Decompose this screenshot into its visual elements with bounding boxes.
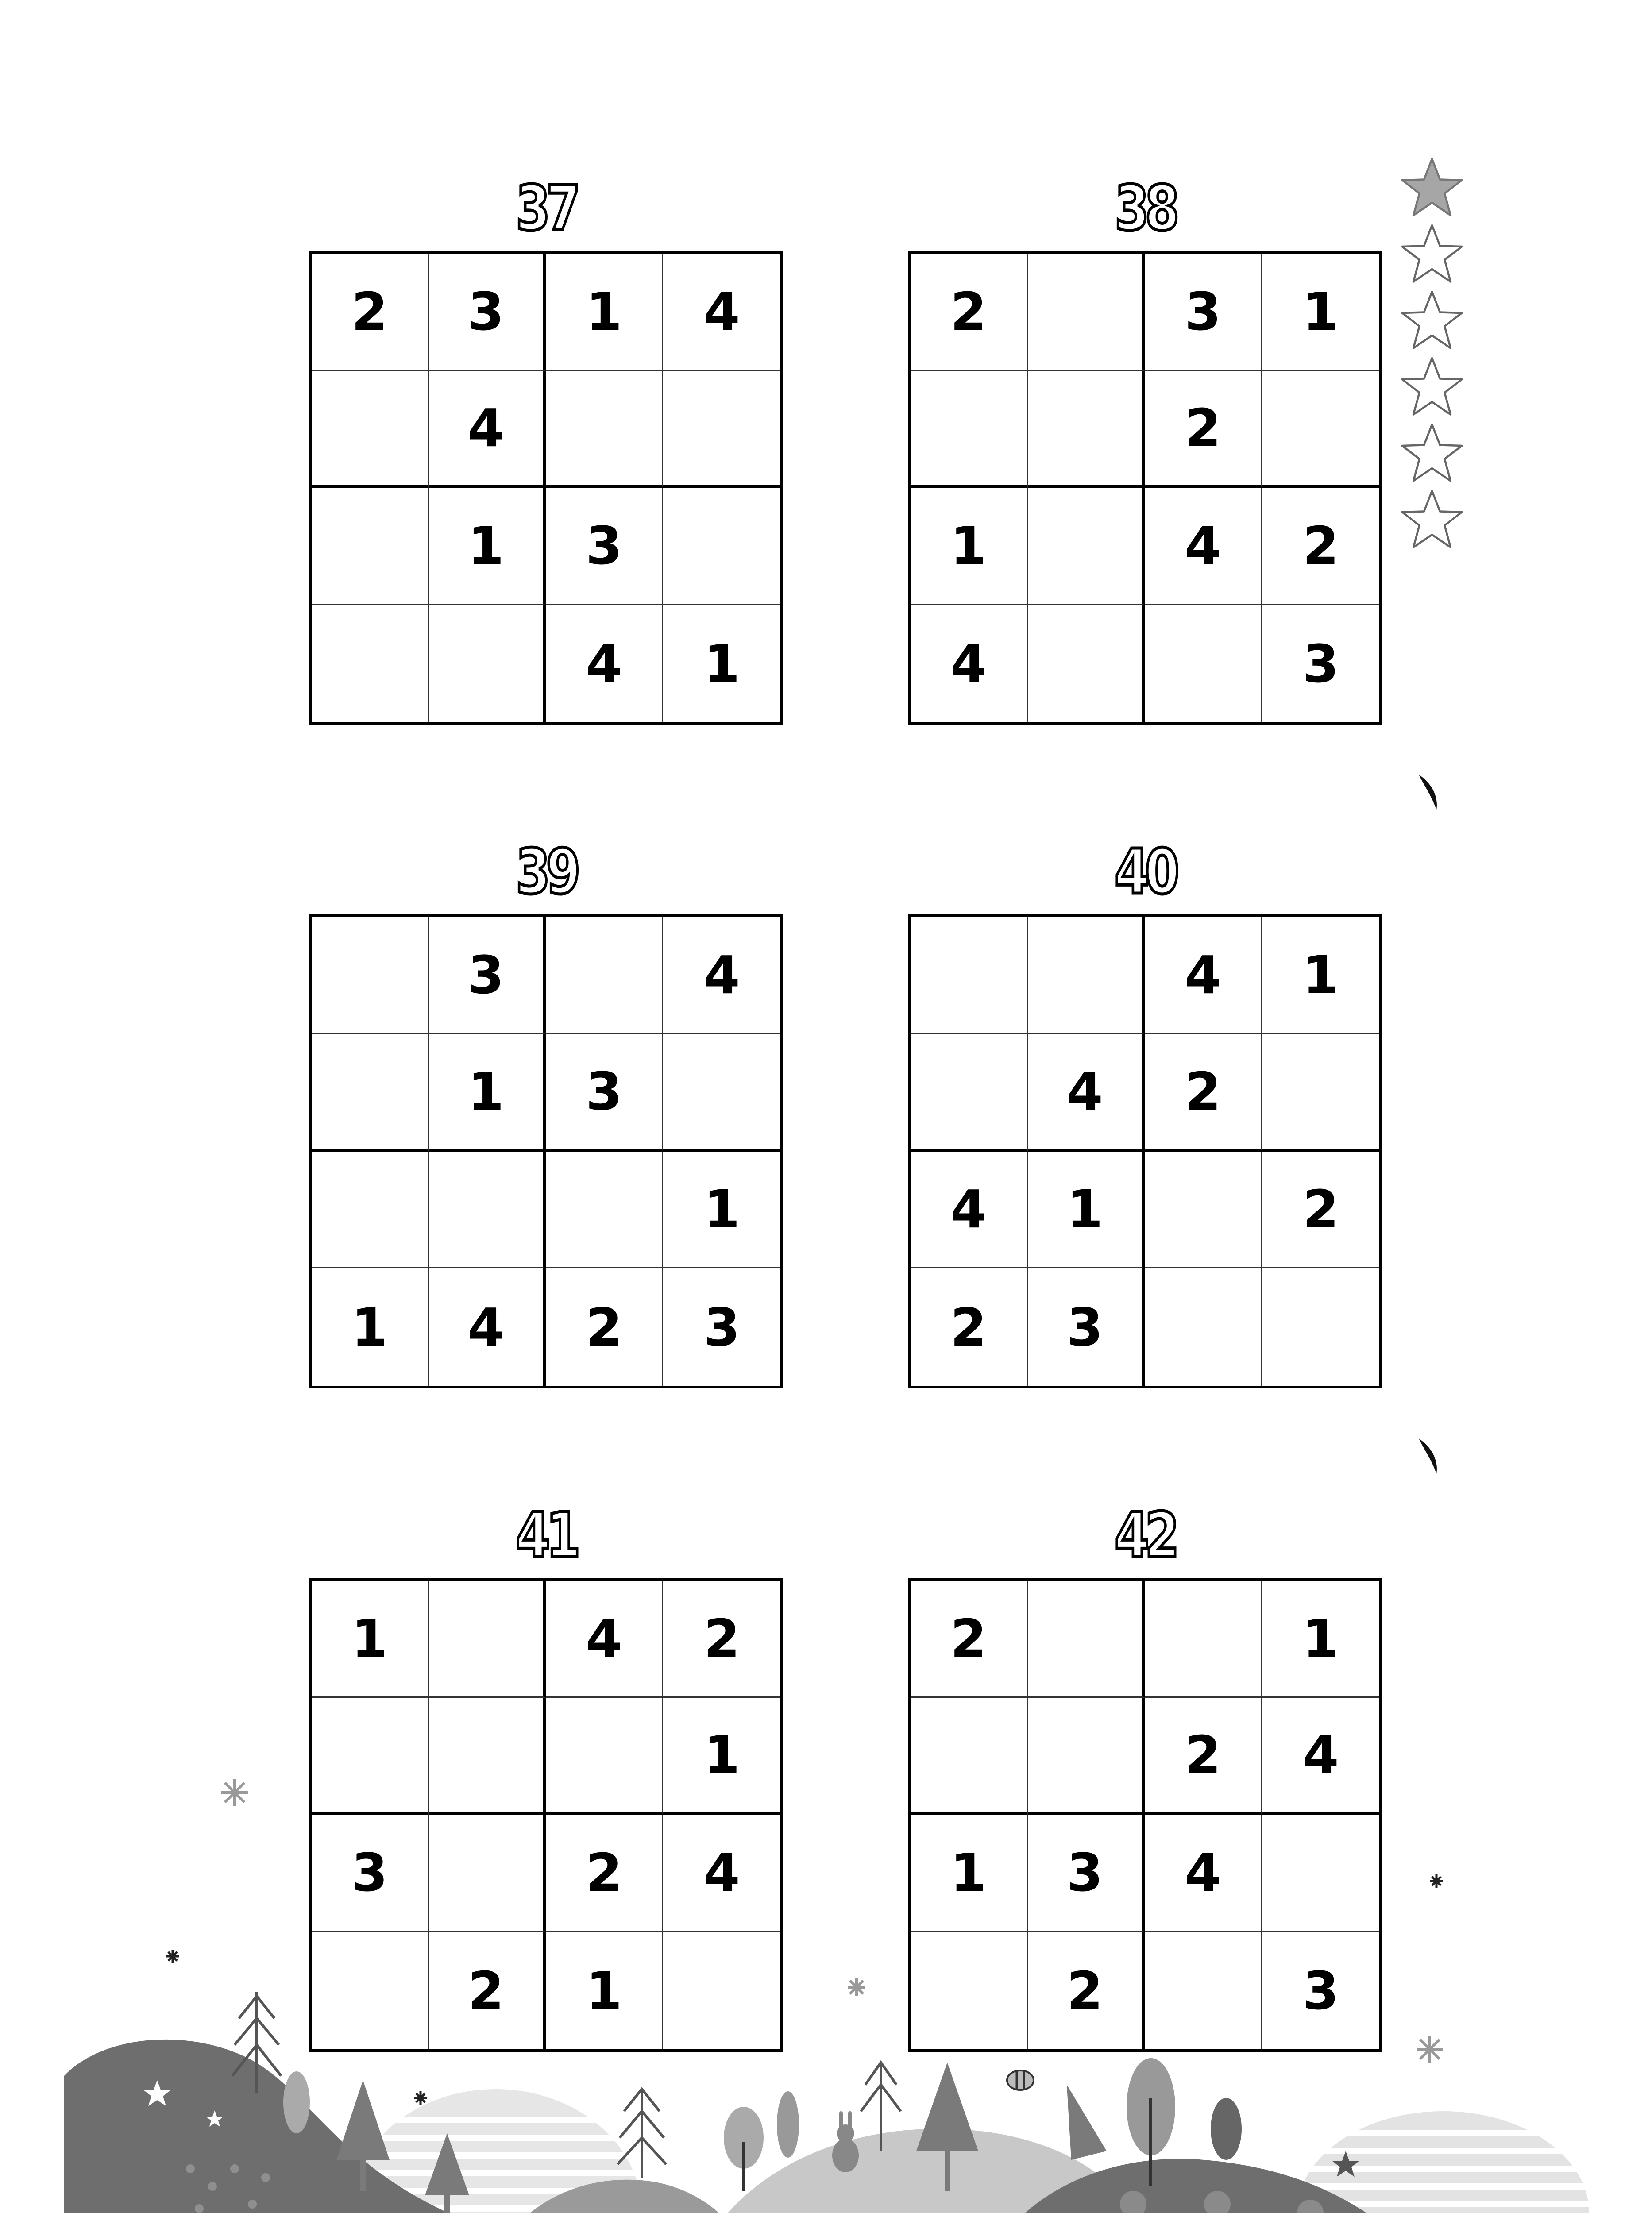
grid-cell[interactable]: 1 [663, 1698, 780, 1815]
grid-cell[interactable]: 3 [312, 1815, 429, 1932]
grid-cell[interactable] [1028, 1581, 1145, 1698]
hill-dots [181, 2164, 288, 2213]
grid-cell[interactable] [1262, 371, 1379, 488]
grid-cell[interactable]: 2 [429, 1932, 546, 2049]
tiny-stars [143, 2080, 224, 2127]
star-empty-icon [1399, 487, 1465, 553]
grid-cell[interactable]: 4 [663, 1815, 780, 1932]
grid-cell[interactable] [663, 488, 780, 605]
grid-cell[interactable] [312, 1034, 429, 1152]
grid-cell[interactable] [911, 1034, 1028, 1152]
grid-cell[interactable]: 1 [911, 488, 1028, 605]
grid-cell[interactable]: 4 [911, 605, 1028, 722]
grid-cell[interactable]: 4 [1145, 1815, 1262, 1932]
grid-cell[interactable] [1145, 1268, 1262, 1386]
grid-cell[interactable] [429, 1698, 546, 1815]
grid-cell[interactable] [546, 371, 664, 488]
star-empty-icon [1399, 354, 1465, 420]
grid-cell[interactable]: 2 [1262, 1152, 1379, 1269]
grid-cell[interactable]: 2 [1262, 488, 1379, 605]
grid-cell[interactable]: 4 [663, 917, 780, 1034]
sudoku-grid [908, 914, 1382, 1388]
star-empty-icon [1399, 288, 1465, 354]
grid-cell[interactable]: 4 [1262, 1698, 1379, 1815]
grid-cell[interactable]: 1 [1262, 1581, 1379, 1698]
grid-cell[interactable] [1145, 1932, 1262, 2049]
grid-cell[interactable]: 1 [312, 1581, 429, 1698]
grid-cell[interactable]: 2 [1145, 1698, 1262, 1815]
sudoku-grid [309, 914, 783, 1388]
grid-cell[interactable]: 2 [546, 1815, 664, 1932]
sudoku-grid [908, 251, 1382, 725]
puzzle-number: 39 [516, 836, 576, 908]
grid-cell[interactable] [546, 917, 664, 1034]
grid-cell[interactable]: 3 [1302, 633, 1339, 694]
grid-cell[interactable]: 2 [1145, 1034, 1262, 1152]
grid-cell[interactable]: 1 [546, 1932, 664, 2049]
grid-cell[interactable]: 3 [1302, 1960, 1339, 2021]
grid-cell[interactable] [546, 1152, 664, 1269]
grid-cell[interactable] [911, 1932, 1028, 2049]
grid-cell[interactable] [1145, 1152, 1262, 1269]
grid-cell[interactable]: 2 [911, 254, 1028, 371]
grid-cell[interactable]: 4 [429, 371, 546, 488]
grid-cell[interactable]: 3 [1028, 1815, 1145, 1932]
grid-cell[interactable]: 4 [663, 254, 780, 371]
grid-cell[interactable] [663, 1034, 780, 1152]
sudoku-grid [309, 1578, 783, 2052]
grid-cell[interactable] [1028, 254, 1145, 371]
moon-marks [1419, 775, 1437, 1474]
grid-cell[interactable]: 3 [1028, 1268, 1145, 1386]
grid-cell[interactable] [663, 1932, 780, 2049]
grid-cell[interactable]: 2 [1028, 1932, 1145, 2049]
grid-cell[interactable]: 3 [429, 254, 546, 371]
grid-cell[interactable] [429, 1152, 546, 1269]
grid-cell[interactable] [1028, 371, 1145, 488]
star-empty-icon [1399, 420, 1465, 487]
grid-cell[interactable] [1262, 1815, 1379, 1932]
grid-cell[interactable]: 2 [663, 1581, 780, 1698]
grid-cell[interactable] [1262, 1268, 1379, 1386]
grid-cell[interactable] [1145, 605, 1262, 722]
difficulty-rating [1399, 155, 1465, 553]
grid-cell[interactable]: 4 [1145, 917, 1262, 1034]
bee [1007, 2070, 1034, 2090]
grid-cell[interactable] [911, 371, 1028, 488]
grid-cell[interactable] [1028, 1698, 1145, 1815]
puzzle-number: 42 [1115, 1500, 1175, 1572]
grid-cell[interactable]: 1 [312, 1268, 429, 1386]
star-empty-icon [1399, 221, 1465, 288]
grid-cell[interactable] [312, 371, 429, 488]
grid-cell[interactable] [1262, 1034, 1379, 1152]
grid-cell[interactable] [312, 605, 429, 722]
grid-cell[interactable]: 2 [1145, 371, 1262, 488]
puzzle-number: 40 [1115, 836, 1175, 908]
grid-cell[interactable] [429, 1581, 546, 1698]
grid-cell[interactable] [312, 1152, 429, 1269]
grid-cell[interactable] [911, 917, 1028, 1034]
grid-cell[interactable] [1145, 1581, 1262, 1698]
grid-cell[interactable] [312, 1932, 429, 2049]
grid-cell[interactable]: 3 [1145, 254, 1262, 371]
puzzle-number: 37 [516, 173, 576, 245]
grid-cell[interactable]: 1 [1028, 1152, 1145, 1269]
grid-cell[interactable]: 4 [546, 605, 664, 722]
hill-spots [1071, 2191, 1324, 2213]
grid-cell[interactable]: 4 [1145, 488, 1262, 605]
grid-cell[interactable]: 1 [911, 1815, 1028, 1932]
grid-cell[interactable]: 3 [703, 1296, 740, 1358]
grid-cell[interactable]: 1 [1262, 254, 1379, 371]
grid-cell[interactable]: 4 [546, 1581, 664, 1698]
grid-cell[interactable] [1028, 917, 1145, 1034]
grid-cell[interactable]: 1 [1262, 917, 1379, 1034]
puzzle-number: 38 [1115, 173, 1175, 245]
grid-cell[interactable]: 4 [429, 1268, 546, 1386]
grid-cell[interactable] [911, 1698, 1028, 1815]
grid-cell[interactable] [1028, 605, 1145, 722]
grid-cell[interactable]: 4 [1028, 1034, 1145, 1152]
grid-cell[interactable]: 2 [546, 1268, 664, 1386]
grid-cell[interactable]: 3 [429, 917, 546, 1034]
sudoku-grid [309, 251, 783, 725]
grid-cell[interactable] [312, 917, 429, 1034]
grid-cell[interactable]: 1 [663, 1152, 780, 1269]
trees [283, 2058, 1242, 2213]
grid-cell[interactable]: 3 [546, 1034, 664, 1152]
grid-cell[interactable]: 2 [911, 1268, 1028, 1386]
grid-cell[interactable]: 1 [546, 254, 664, 371]
grid-cell[interactable] [1028, 488, 1145, 605]
grid-cell[interactable]: 2 [911, 1581, 1028, 1698]
grid-cell[interactable]: 1 [429, 1034, 546, 1152]
hills [64, 2040, 1589, 2213]
star-filled-icon [1399, 155, 1465, 221]
grid-cell[interactable]: 4 [911, 1152, 1028, 1269]
grid-cell[interactable]: 3 [546, 488, 664, 605]
grid-cell[interactable] [312, 1698, 429, 1815]
grid-cell[interactable]: 1 [429, 488, 546, 605]
rabbit [832, 2111, 859, 2172]
grid-cell[interactable]: 2 [312, 254, 429, 371]
grid-cell[interactable] [663, 371, 780, 488]
sudoku-grid [908, 1578, 1382, 2052]
grid-cell[interactable] [429, 605, 546, 722]
grid-cell[interactable] [312, 488, 429, 605]
puzzle-number: 41 [516, 1500, 576, 1572]
star-decoration [1332, 2151, 1359, 2177]
grid-cell[interactable]: 1 [703, 633, 740, 694]
grid-cell[interactable] [546, 1698, 664, 1815]
grid-cell[interactable] [429, 1815, 546, 1932]
